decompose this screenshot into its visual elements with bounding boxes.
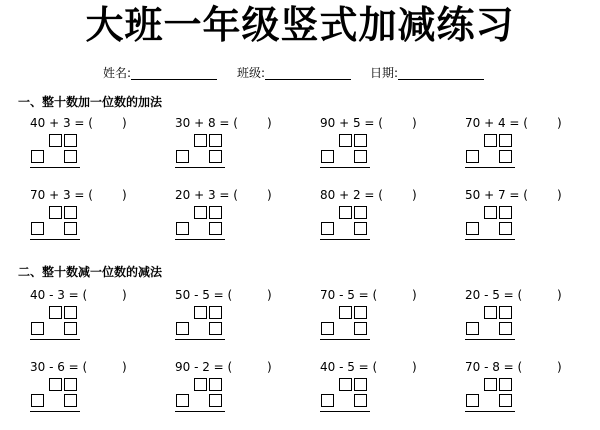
section-heading-addition: 一、整十数加一位数的加法: [18, 95, 163, 109]
tens-digit-box[interactable]: [339, 206, 352, 219]
answer-blank[interactable]: [243, 188, 265, 202]
answer-close-paren: ): [557, 116, 562, 130]
sum-line: [465, 411, 515, 412]
answer-close-paren: ): [122, 188, 127, 202]
problem-card: [320, 188, 440, 258]
operator-digit-box[interactable]: [31, 394, 44, 407]
date-label: 日期:: [370, 66, 399, 80]
section-heading-subtraction: 二、整十数减一位数的减法: [18, 265, 163, 279]
ones-digit-box[interactable]: [209, 134, 222, 147]
answer-blank[interactable]: [533, 188, 555, 202]
operator-digit-box[interactable]: [466, 150, 479, 163]
sum-line: [30, 339, 80, 340]
answer-blank[interactable]: [98, 188, 120, 202]
name-field[interactable]: [103, 66, 217, 82]
problem-card: [175, 288, 295, 358]
ones-digit-box[interactable]: [64, 306, 77, 319]
answer-blank[interactable]: [98, 288, 120, 302]
tens-digit-box[interactable]: [194, 378, 207, 391]
name-label: 姓名:: [103, 66, 132, 80]
tens-digit-box[interactable]: [49, 378, 62, 391]
answer-blank[interactable]: [533, 288, 555, 302]
ones-digit-box[interactable]: [354, 206, 367, 219]
problem-expression: 40 - 3 = (: [30, 288, 88, 302]
problem-card: [30, 288, 150, 358]
operator-digit-box[interactable]: [176, 222, 189, 235]
answer-blank[interactable]: [243, 288, 265, 302]
ones-digit-box[interactable]: [354, 134, 367, 147]
operator-digit-box[interactable]: [466, 322, 479, 335]
name-blank-line[interactable]: [131, 66, 217, 80]
problem-expression: 20 - 5 = (: [465, 288, 523, 302]
second-number-digit-box[interactable]: [354, 150, 367, 163]
class-field[interactable]: [237, 66, 351, 82]
second-number-digit-box[interactable]: [354, 222, 367, 235]
ones-digit-box[interactable]: [64, 378, 77, 391]
answer-close-paren: ): [267, 188, 272, 202]
ones-digit-box[interactable]: [499, 206, 512, 219]
problem-expression: 30 - 6 = (: [30, 360, 88, 374]
second-number-digit-box[interactable]: [499, 222, 512, 235]
problem-card: [465, 288, 585, 358]
answer-close-paren: ): [267, 116, 272, 130]
problem-expression: 40 + 3 = (: [30, 116, 93, 130]
sum-line: [175, 167, 225, 168]
problem-expression: 50 - 5 = (: [175, 288, 233, 302]
operator-digit-box[interactable]: [321, 150, 334, 163]
problem-expression: 70 + 4 = (: [465, 116, 528, 130]
problem-card: [30, 188, 150, 258]
ones-digit-box[interactable]: [64, 134, 77, 147]
tens-digit-box[interactable]: [484, 134, 497, 147]
problem-expression: 40 - 5 = (: [320, 360, 378, 374]
tens-digit-box[interactable]: [339, 306, 352, 319]
tens-digit-box[interactable]: [194, 306, 207, 319]
answer-close-paren: ): [122, 360, 127, 374]
answer-blank[interactable]: [388, 360, 410, 374]
operator-digit-box[interactable]: [466, 222, 479, 235]
sum-line: [30, 239, 80, 240]
tens-digit-box[interactable]: [49, 306, 62, 319]
problem-expression: 90 - 2 = (: [175, 360, 233, 374]
sum-line: [30, 167, 80, 168]
second-number-digit-box[interactable]: [209, 150, 222, 163]
problem-card: [465, 188, 585, 258]
sum-line: [175, 239, 225, 240]
answer-blank[interactable]: [388, 116, 410, 130]
answer-close-paren: ): [122, 288, 127, 302]
second-number-digit-box[interactable]: [354, 322, 367, 335]
problem-expression: 80 + 2 = (: [320, 188, 383, 202]
ones-digit-box[interactable]: [354, 306, 367, 319]
answer-close-paren: ): [412, 116, 417, 130]
sum-line: [320, 239, 370, 240]
operator-digit-box[interactable]: [31, 322, 44, 335]
answer-close-paren: ): [557, 288, 562, 302]
tens-digit-box[interactable]: [194, 134, 207, 147]
answer-close-paren: ): [412, 360, 417, 374]
tens-digit-box[interactable]: [484, 306, 497, 319]
problem-card: [175, 116, 295, 186]
answer-close-paren: ): [557, 360, 562, 374]
answer-blank[interactable]: [98, 116, 120, 130]
answer-blank[interactable]: [533, 116, 555, 130]
problem-expression: 30 + 8 = (: [175, 116, 238, 130]
ones-digit-box[interactable]: [499, 378, 512, 391]
sum-line: [465, 339, 515, 340]
operator-digit-box[interactable]: [321, 222, 334, 235]
answer-blank[interactable]: [243, 360, 265, 374]
tens-digit-box[interactable]: [49, 134, 62, 147]
tens-digit-box[interactable]: [339, 378, 352, 391]
sum-line: [30, 411, 80, 412]
problem-expression: 70 - 8 = (: [465, 360, 523, 374]
worksheet-title: 大班一年级竖式加减练习: [85, 2, 515, 47]
tens-digit-box[interactable]: [484, 378, 497, 391]
answer-blank[interactable]: [388, 288, 410, 302]
answer-blank[interactable]: [98, 360, 120, 374]
second-number-digit-box[interactable]: [499, 322, 512, 335]
operator-digit-box[interactable]: [176, 150, 189, 163]
second-number-digit-box[interactable]: [64, 322, 77, 335]
problem-card: [30, 116, 150, 186]
second-number-digit-box[interactable]: [499, 150, 512, 163]
class-blank-line[interactable]: [265, 66, 351, 80]
problem-expression: 70 - 5 = (: [320, 288, 378, 302]
second-number-digit-box[interactable]: [354, 394, 367, 407]
problem-card: [320, 116, 440, 186]
sum-line: [320, 339, 370, 340]
answer-close-paren: ): [412, 288, 417, 302]
answer-close-paren: ): [267, 360, 272, 374]
sum-line: [465, 239, 515, 240]
ones-digit-box[interactable]: [499, 306, 512, 319]
tens-digit-box[interactable]: [49, 206, 62, 219]
second-number-digit-box[interactable]: [209, 394, 222, 407]
second-number-digit-box[interactable]: [64, 150, 77, 163]
problem-expression: 90 + 5 = (: [320, 116, 383, 130]
answer-close-paren: ): [557, 188, 562, 202]
second-number-digit-box[interactable]: [499, 394, 512, 407]
operator-digit-box[interactable]: [31, 150, 44, 163]
sum-line: [175, 411, 225, 412]
problem-card: [465, 116, 585, 186]
sum-line: [175, 339, 225, 340]
ones-digit-box[interactable]: [499, 134, 512, 147]
ones-digit-box[interactable]: [64, 206, 77, 219]
answer-blank[interactable]: [533, 360, 555, 374]
answer-blank[interactable]: [243, 116, 265, 130]
answer-close-paren: ): [122, 116, 127, 130]
date-field[interactable]: [370, 66, 484, 82]
operator-digit-box[interactable]: [466, 394, 479, 407]
problem-card: [175, 188, 295, 258]
second-number-digit-box[interactable]: [64, 394, 77, 407]
answer-blank[interactable]: [388, 188, 410, 202]
ones-digit-box[interactable]: [209, 206, 222, 219]
operator-digit-box[interactable]: [176, 394, 189, 407]
tens-digit-box[interactable]: [339, 134, 352, 147]
operator-digit-box[interactable]: [321, 322, 334, 335]
second-number-digit-box[interactable]: [209, 322, 222, 335]
ones-digit-box[interactable]: [354, 378, 367, 391]
second-number-digit-box[interactable]: [64, 222, 77, 235]
sum-line: [465, 167, 515, 168]
sum-line: [320, 411, 370, 412]
date-blank-line[interactable]: [398, 66, 484, 80]
second-number-digit-box[interactable]: [209, 222, 222, 235]
operator-digit-box[interactable]: [31, 222, 44, 235]
problem-card: [320, 288, 440, 358]
problem-expression: 20 + 3 = (: [175, 188, 238, 202]
operator-digit-box[interactable]: [176, 322, 189, 335]
problem-expression: 50 + 7 = (: [465, 188, 528, 202]
operator-digit-box[interactable]: [321, 394, 334, 407]
class-label: 班级:: [237, 66, 266, 80]
problem-expression: 70 + 3 = (: [30, 188, 93, 202]
tens-digit-box[interactable]: [194, 206, 207, 219]
answer-close-paren: ): [267, 288, 272, 302]
answer-close-paren: ): [412, 188, 417, 202]
tens-digit-box[interactable]: [484, 206, 497, 219]
sum-line: [320, 167, 370, 168]
ones-digit-box[interactable]: [209, 378, 222, 391]
ones-digit-box[interactable]: [209, 306, 222, 319]
